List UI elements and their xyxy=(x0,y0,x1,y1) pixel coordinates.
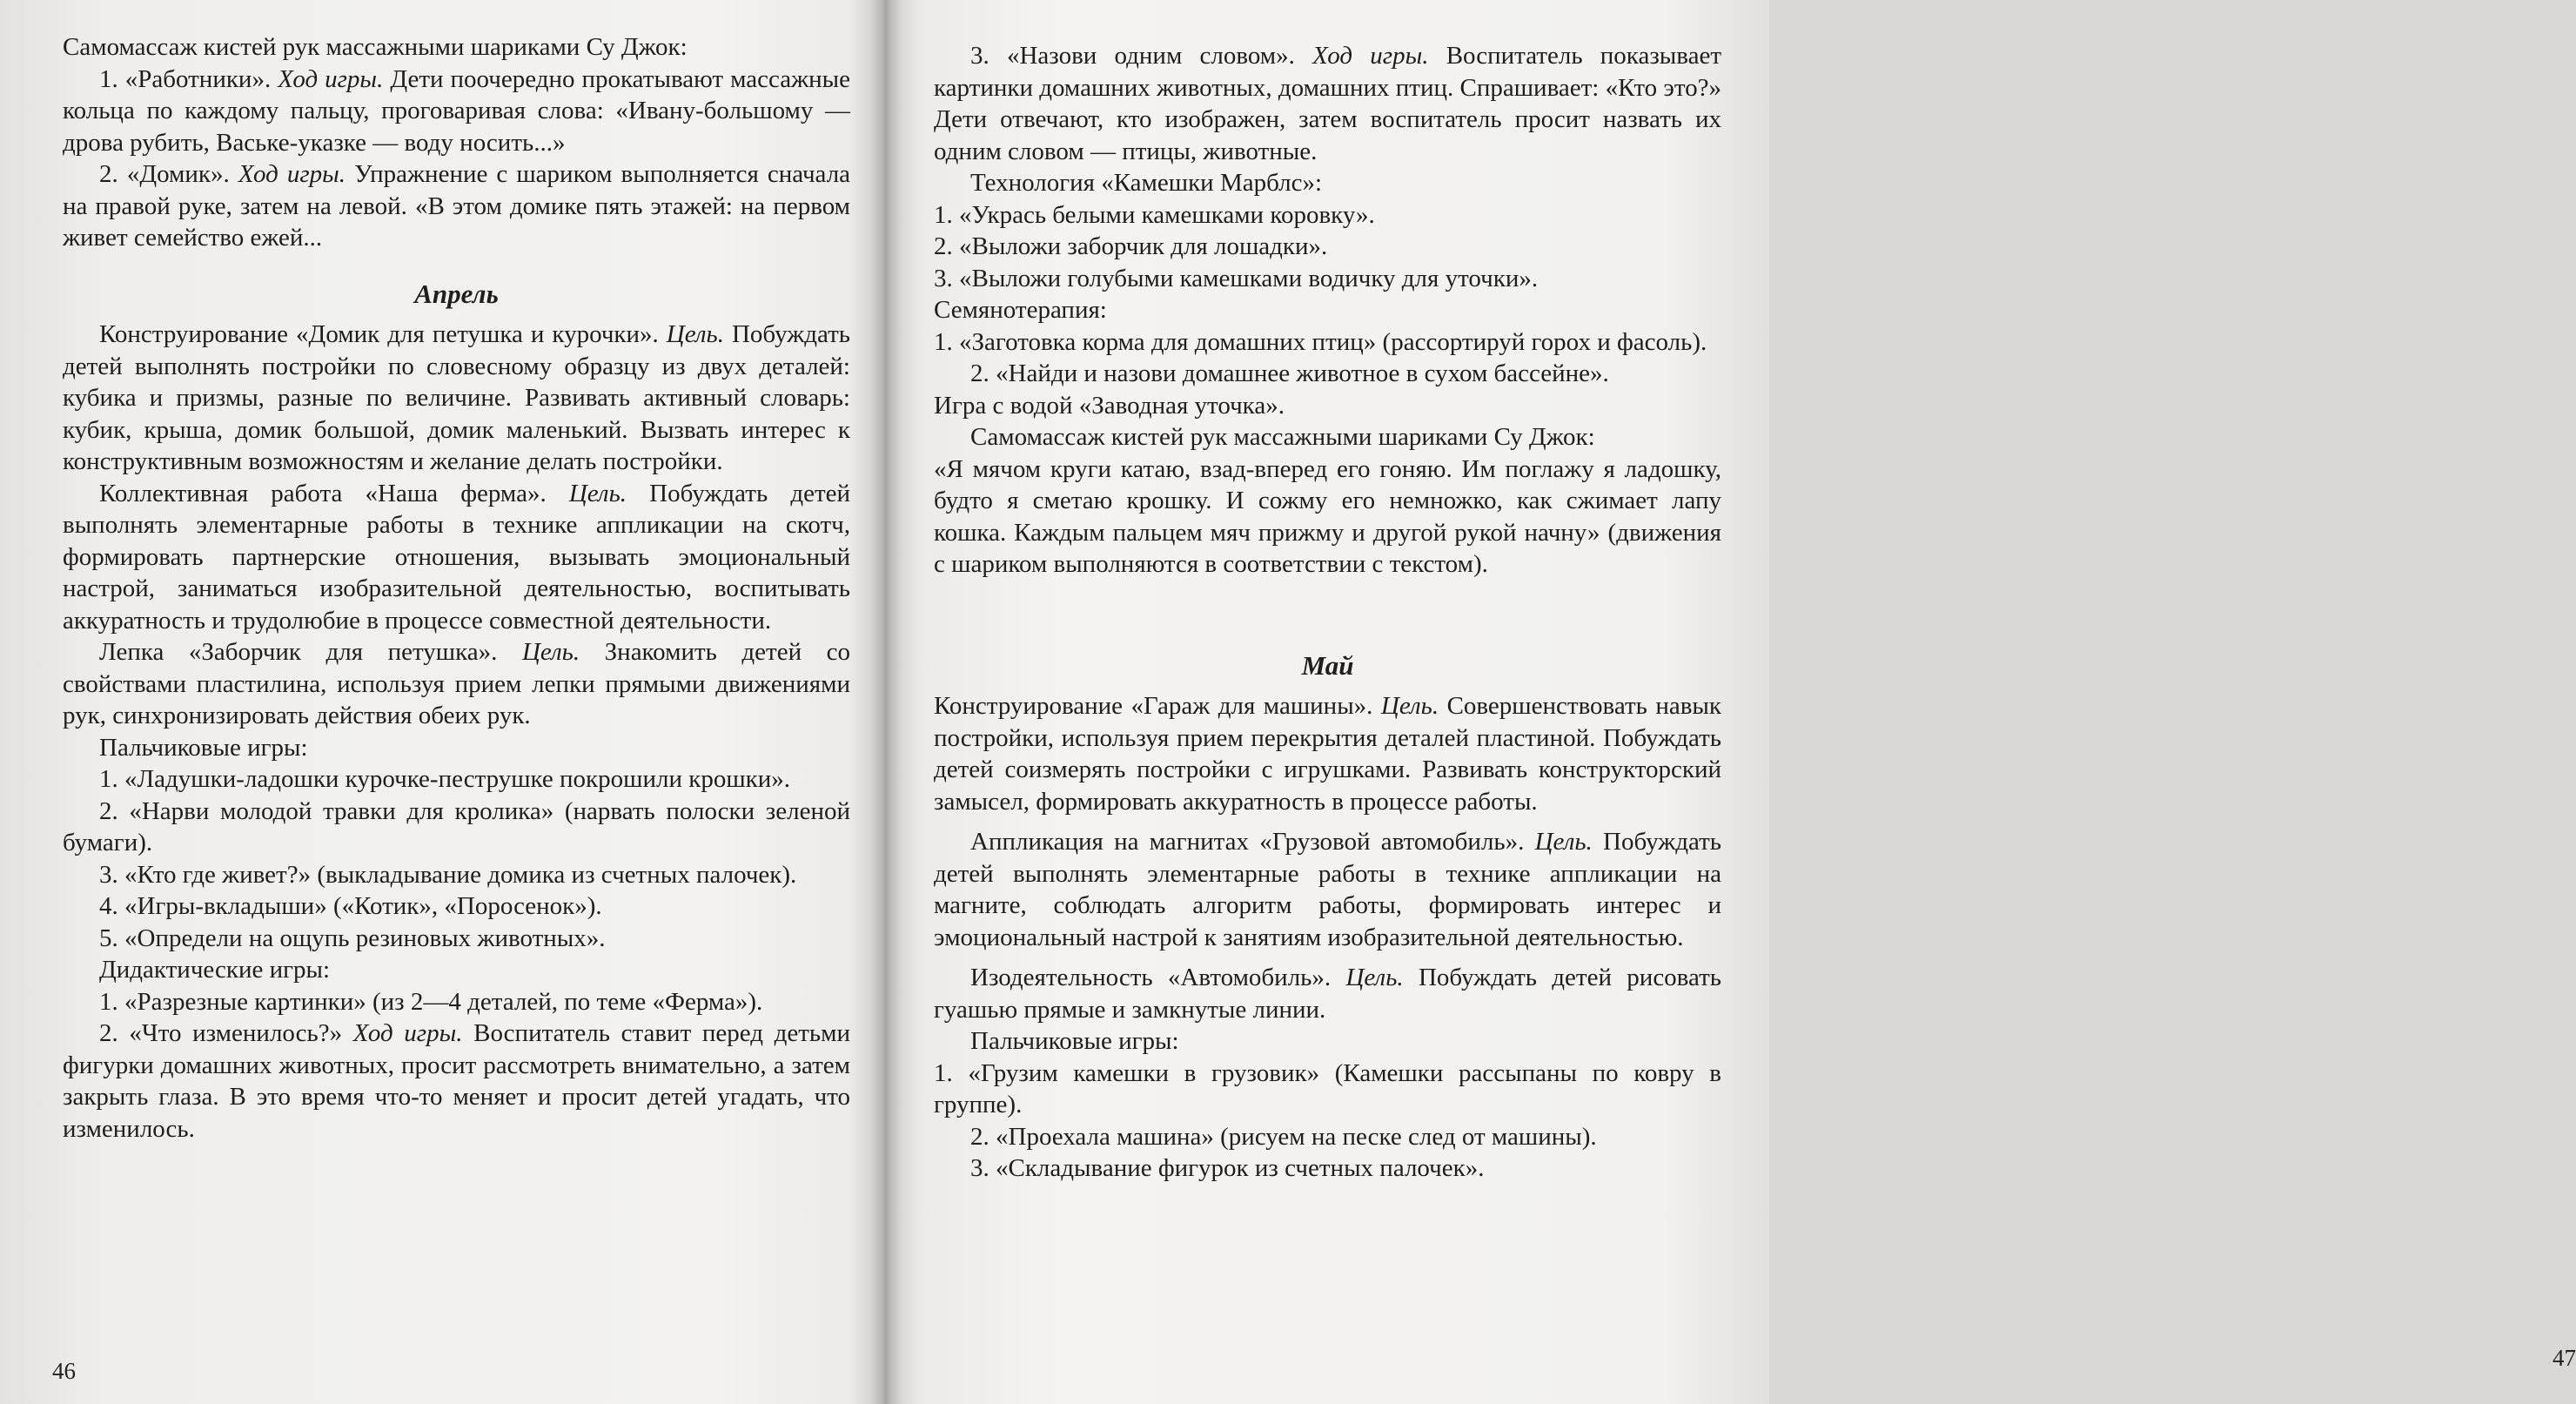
subheading: Пальчиковые игры: xyxy=(99,733,308,762)
page-number: 47 xyxy=(2553,1345,2576,1371)
page-number: 46 xyxy=(52,1358,76,1384)
paragraph: Аппликация на магнитах «Грузовой автомобиль». Цель. Побуждать детей выполнять элементарные работы в технике аппликации на магните, соблюдать алгоритм работы, формировать интерес и эмоциональный настрой к занятиям изобразительной деятельностью. xyxy=(934,828,1722,951)
list-item: 1. «Заготовка корма для домашних птиц» (рассортируй горох и фасоль). xyxy=(934,327,1707,356)
list-item: 1. «Ладушки-ладошки курочке-пеструшке покрошили крошки». xyxy=(99,765,791,793)
paragraph: Конструирование «Гараж для машины». Цель. Совершенствовать навык постройки, используя прием перекрытия деталей пластиной. Побуждать детей соизмерять постройки с игрушками. Развивать конструкторский замысел, формировать аккуратность в процессе работы. xyxy=(934,692,1722,816)
subheading: Семянотерапия: xyxy=(934,296,1107,324)
list-item: 5. «Определи на ощупь резиновых животных». xyxy=(99,924,606,952)
subheading: Технология «Камешки Марблс»: xyxy=(970,169,1323,197)
list-item: 2. «Домик». Ход игры. Упражнение с шариком выполняется сначала на правой руке, затем на левой. «В этом домике пять этажей: на первом живет семейство ежей... xyxy=(63,160,851,252)
paragraph: «Я мячом круги катаю, взад-вперед его гоняю. Им поглажу я ладошку, будто я сметаю крошку. И сожму его немножко, как сжимает лапу кошка. Каждым пальцем мяч прижму и другой рукой начну» (движения с шариком выполняются в соответствии с текстом). xyxy=(934,454,1721,578)
left-page-text xyxy=(63,31,850,1145)
list-item: 2. «Нарви молодой травки для кролика» (нарвать полоски зеленой бумаги). xyxy=(63,796,850,857)
subheading: Дидактические игры: xyxy=(99,956,331,984)
list-item: 3. «Выложи голубыми камешками водичку для уточки». xyxy=(934,264,1539,292)
list-item: 3. «Кто где живет?» (выкладывание домика из счетных палочек). xyxy=(99,860,797,889)
left-page xyxy=(0,0,879,1404)
list-item: 2. «Выложи заборчик для лошадки». xyxy=(934,232,1328,260)
paragraph: Лепка «Заборчик для петушка». Цель. Знакомить детей со свойствами пластилина, используя прием лепки прямыми движениями рук, синхронизировать действия обеих рук. xyxy=(63,638,850,729)
list-item: 1. «Работники». Ход игры. Дети поочередно прокатывают массажные кольца по каждому пальцу, проговаривая слова: «Ивану-большому — дрова рубить, Ваське-указке — воду носить...» xyxy=(63,64,850,157)
list-item: 2. «Проехала машина» (рисуем на песке след от машины). xyxy=(970,1122,1597,1151)
subheading: Самомассаж кистей рук массажными шариками Су Джок: xyxy=(970,423,1595,451)
list-item: 1. «Грузим камешки в грузовик» (Камешки рассыпаны по ковру в группе). xyxy=(934,1058,1721,1118)
right-page-text xyxy=(934,40,1721,1185)
paragraph: Игра с водой «Заводная уточка». xyxy=(934,391,1285,420)
paragraph: Коллективная работа «Наша ферма». Цель. Побуждать детей выполнять элементарные работы в технике аппликации на скотч, формировать партнерские отношения, вызывать эмоциональный настрой, заниматься изобразительной деятельностью, воспитывать аккуратность и трудолюбие в процессе совместной деятельности. xyxy=(63,479,851,635)
section-heading-april: Апрель xyxy=(414,278,499,309)
list-item: 1. «Укрась белыми камешками коровку». xyxy=(934,200,1375,229)
paragraph: Самомассаж кистей рук массажными шариками Су Джок: xyxy=(63,33,688,61)
list-item: 1. «Разрезные картинки» (из 2—4 деталей, по теме «Ферма»). xyxy=(99,987,763,1016)
list-item: 3. «Складывание фигурок из счетных палочек». xyxy=(970,1154,1485,1182)
list-item: 4. «Игры-вкладыши» («Котик», «Поросенок»). xyxy=(99,892,602,920)
paragraph: Изодеятельность «Автомобиль». Цель. Побуждать детей рисовать гуашью прямые и замкнутые линии. xyxy=(934,964,1722,1024)
paragraph: Конструирование «Домик для петушка и курочки». Цель. Побуждать детей выполнять постройки по словесному образцу из двух деталей: кубика и призмы, разные по величине. Развивать активный словарь: кубик, крыша, домик большой, домик маленький. Вызвать интерес к конструктивным возможностям и желание делать постройки. xyxy=(63,320,851,475)
section-heading-may: Май xyxy=(1301,649,1354,681)
subheading: Пальчиковые игры: xyxy=(970,1027,1179,1055)
list-item: 2. «Что изменилось?» Ход игры. Воспитатель ставит перед детьми фигурки домашних животных, просит рассмотреть внимательно, а затем закрыть глаза. В это время что-то меняет и просит детей угадать, что изменилось. xyxy=(63,1019,851,1143)
list-item: 3. «Назови одним словом». Ход игры. Воспитатель показывает картинки домашних животных, домашних птиц. Спрашивает: «Кто это?» Дети отвечают, кто изображен, затем воспитатель просит назвать их одним словом — птицы, животные. xyxy=(934,42,1721,165)
right-page xyxy=(892,0,2576,1404)
list-item: 2. «Найди и назови домашнее животное в сухом бассейне». xyxy=(970,359,1609,387)
